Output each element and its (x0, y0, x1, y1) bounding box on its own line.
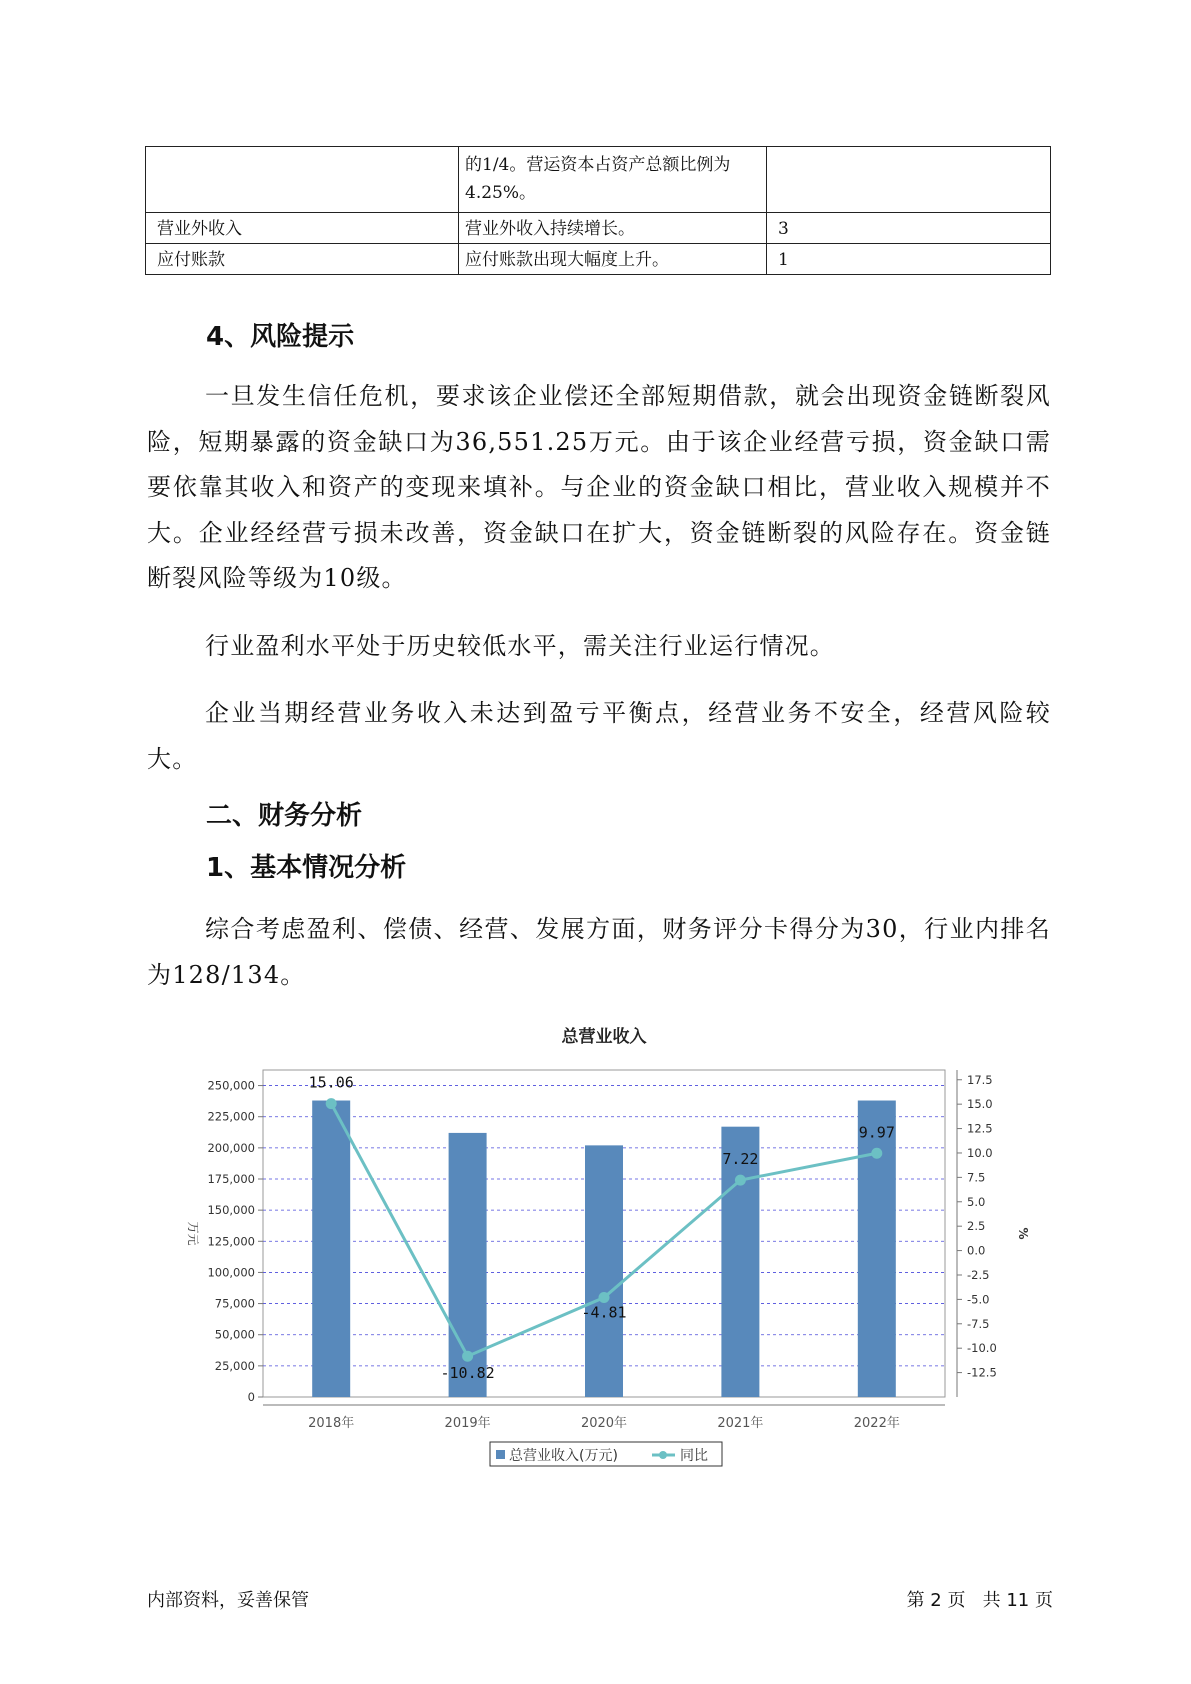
table-row (146, 213, 1051, 244)
chart-title: 总营业收入 (561, 1027, 647, 1047)
table-cell: 应付账款 (146, 244, 459, 275)
y2-tick-label: 15.0 (967, 1097, 993, 1112)
table-cell: 营业外收入 (146, 213, 459, 244)
page-number: 第 2 页 共 11 页 (906, 1590, 1053, 1611)
y2-tick-label: 10.0 (967, 1145, 993, 1160)
series-point (326, 1098, 337, 1109)
y-tick-label: 0 (247, 1390, 255, 1404)
y2-tick-label: 12.5 (967, 1121, 993, 1136)
x-tick-label: 2018年 (308, 1416, 355, 1431)
section-heading: 4、风险提示 (206, 322, 355, 352)
y-tick-label: 150,000 (207, 1203, 255, 1218)
x-tick-label: 2022年 (853, 1416, 900, 1431)
table-row (146, 244, 1051, 275)
y2-tick-label: 2.5 (967, 1219, 986, 1234)
y2-tick-label: 5.0 (967, 1194, 986, 1209)
y-tick-label: 25,000 (214, 1358, 255, 1373)
y-tick-label: 75,000 (214, 1296, 255, 1311)
bar (585, 1145, 623, 1397)
data-label: -10.82 (440, 1364, 495, 1383)
series-point (462, 1351, 473, 1362)
revenue-chart-svg (175, 1020, 1035, 1480)
table-cell (146, 147, 459, 213)
data-label: 9.97 (858, 1123, 895, 1142)
finance-paragraph (147, 907, 1051, 998)
x-tick-label: 2019年 (444, 1416, 491, 1431)
y2-tick-label: -10.0 (967, 1341, 997, 1356)
legend-line-marker (659, 1451, 667, 1459)
y-tick-label: 125,000 (207, 1234, 255, 1249)
paragraph: 一旦发生信任危机，要求该企业偿还全部短期借款，就会出现资金链断裂风险，短期暴露的资金缺口为36,551.25万元。由于该企业经营亏损，资金缺口需要依靠其收入和资产的变现来填补。与企业的资金缺口相比，营业收入规模并不大。企业经经营亏损未改善，资金缺口在扩大，资金链断裂的风险存在。资金链断裂风险等级为10级。 (147, 382, 1051, 592)
y-tick-label: 175,000 (207, 1172, 255, 1186)
legend-line-label: 同比 (680, 1448, 708, 1464)
y2-tick-label: 0.0 (967, 1243, 986, 1258)
paragraph: 企业当期经营业务收入未达到盈亏平衡点，经营业务不安全，经营风险较大。 (147, 699, 1051, 773)
paragraph: 综合考虑盈利、偿债、经营、发展方面，财务评分卡得分为30，行业内排名为128/134。 (147, 915, 1051, 989)
data-label: 15.06 (308, 1073, 354, 1092)
footer-note: 内部资料，妥善保管 (147, 1590, 309, 1611)
y2-tick-label: -7.5 (967, 1316, 990, 1331)
revenue-chart (175, 1020, 1035, 1480)
y-tick-label: 50,000 (214, 1327, 255, 1342)
subsection-heading: 1、基本情况分析 (206, 853, 407, 883)
table-row (146, 147, 1051, 213)
y2-axis-label: % (1016, 1227, 1030, 1240)
risk-indicator-table (145, 146, 1051, 275)
section-heading: 二、财务分析 (206, 801, 363, 831)
bar (858, 1101, 896, 1397)
y2-tick-label: 17.5 (967, 1072, 993, 1087)
risk-paragraphs (147, 374, 1051, 782)
y-tick-label: 250,000 (207, 1078, 255, 1093)
table-cell: 应付账款出现大幅度上升。 (459, 244, 767, 275)
bar (312, 1101, 350, 1397)
y2-tick-label: -5.0 (967, 1292, 990, 1307)
y2-tick-label: -2.5 (967, 1267, 990, 1282)
data-label: 7.22 (722, 1150, 759, 1169)
table-cell: 的1/4。营运资本占资产总额比例为4.25%。 (459, 147, 767, 213)
y-tick-label: 225,000 (207, 1109, 255, 1124)
x-tick-label: 2020年 (580, 1416, 628, 1431)
table-cell: 1 (767, 244, 1051, 275)
table-cell: 营业外收入持续增长。 (459, 213, 767, 244)
data-label: -4.81 (581, 1303, 627, 1322)
y-tick-label: 100,000 (207, 1265, 255, 1280)
legend-bar-swatch (496, 1450, 505, 1459)
y-tick-label: 200,000 (207, 1140, 255, 1155)
y2-tick-label: 7.5 (967, 1170, 986, 1185)
series-point (871, 1148, 882, 1159)
y2-tick-label: -12.5 (967, 1365, 997, 1380)
table-cell: 3 (767, 213, 1051, 244)
y-axis-label: 万元 (186, 1221, 200, 1246)
series-point (735, 1175, 746, 1186)
x-tick-label: 2021年 (717, 1416, 764, 1431)
series-point (599, 1292, 610, 1303)
table-cell (767, 147, 1051, 213)
paragraph: 行业盈利水平处于历史较低水平，需关注行业运行情况。 (205, 631, 835, 660)
legend-bar-label: 总营业收入(万元) (509, 1448, 618, 1464)
